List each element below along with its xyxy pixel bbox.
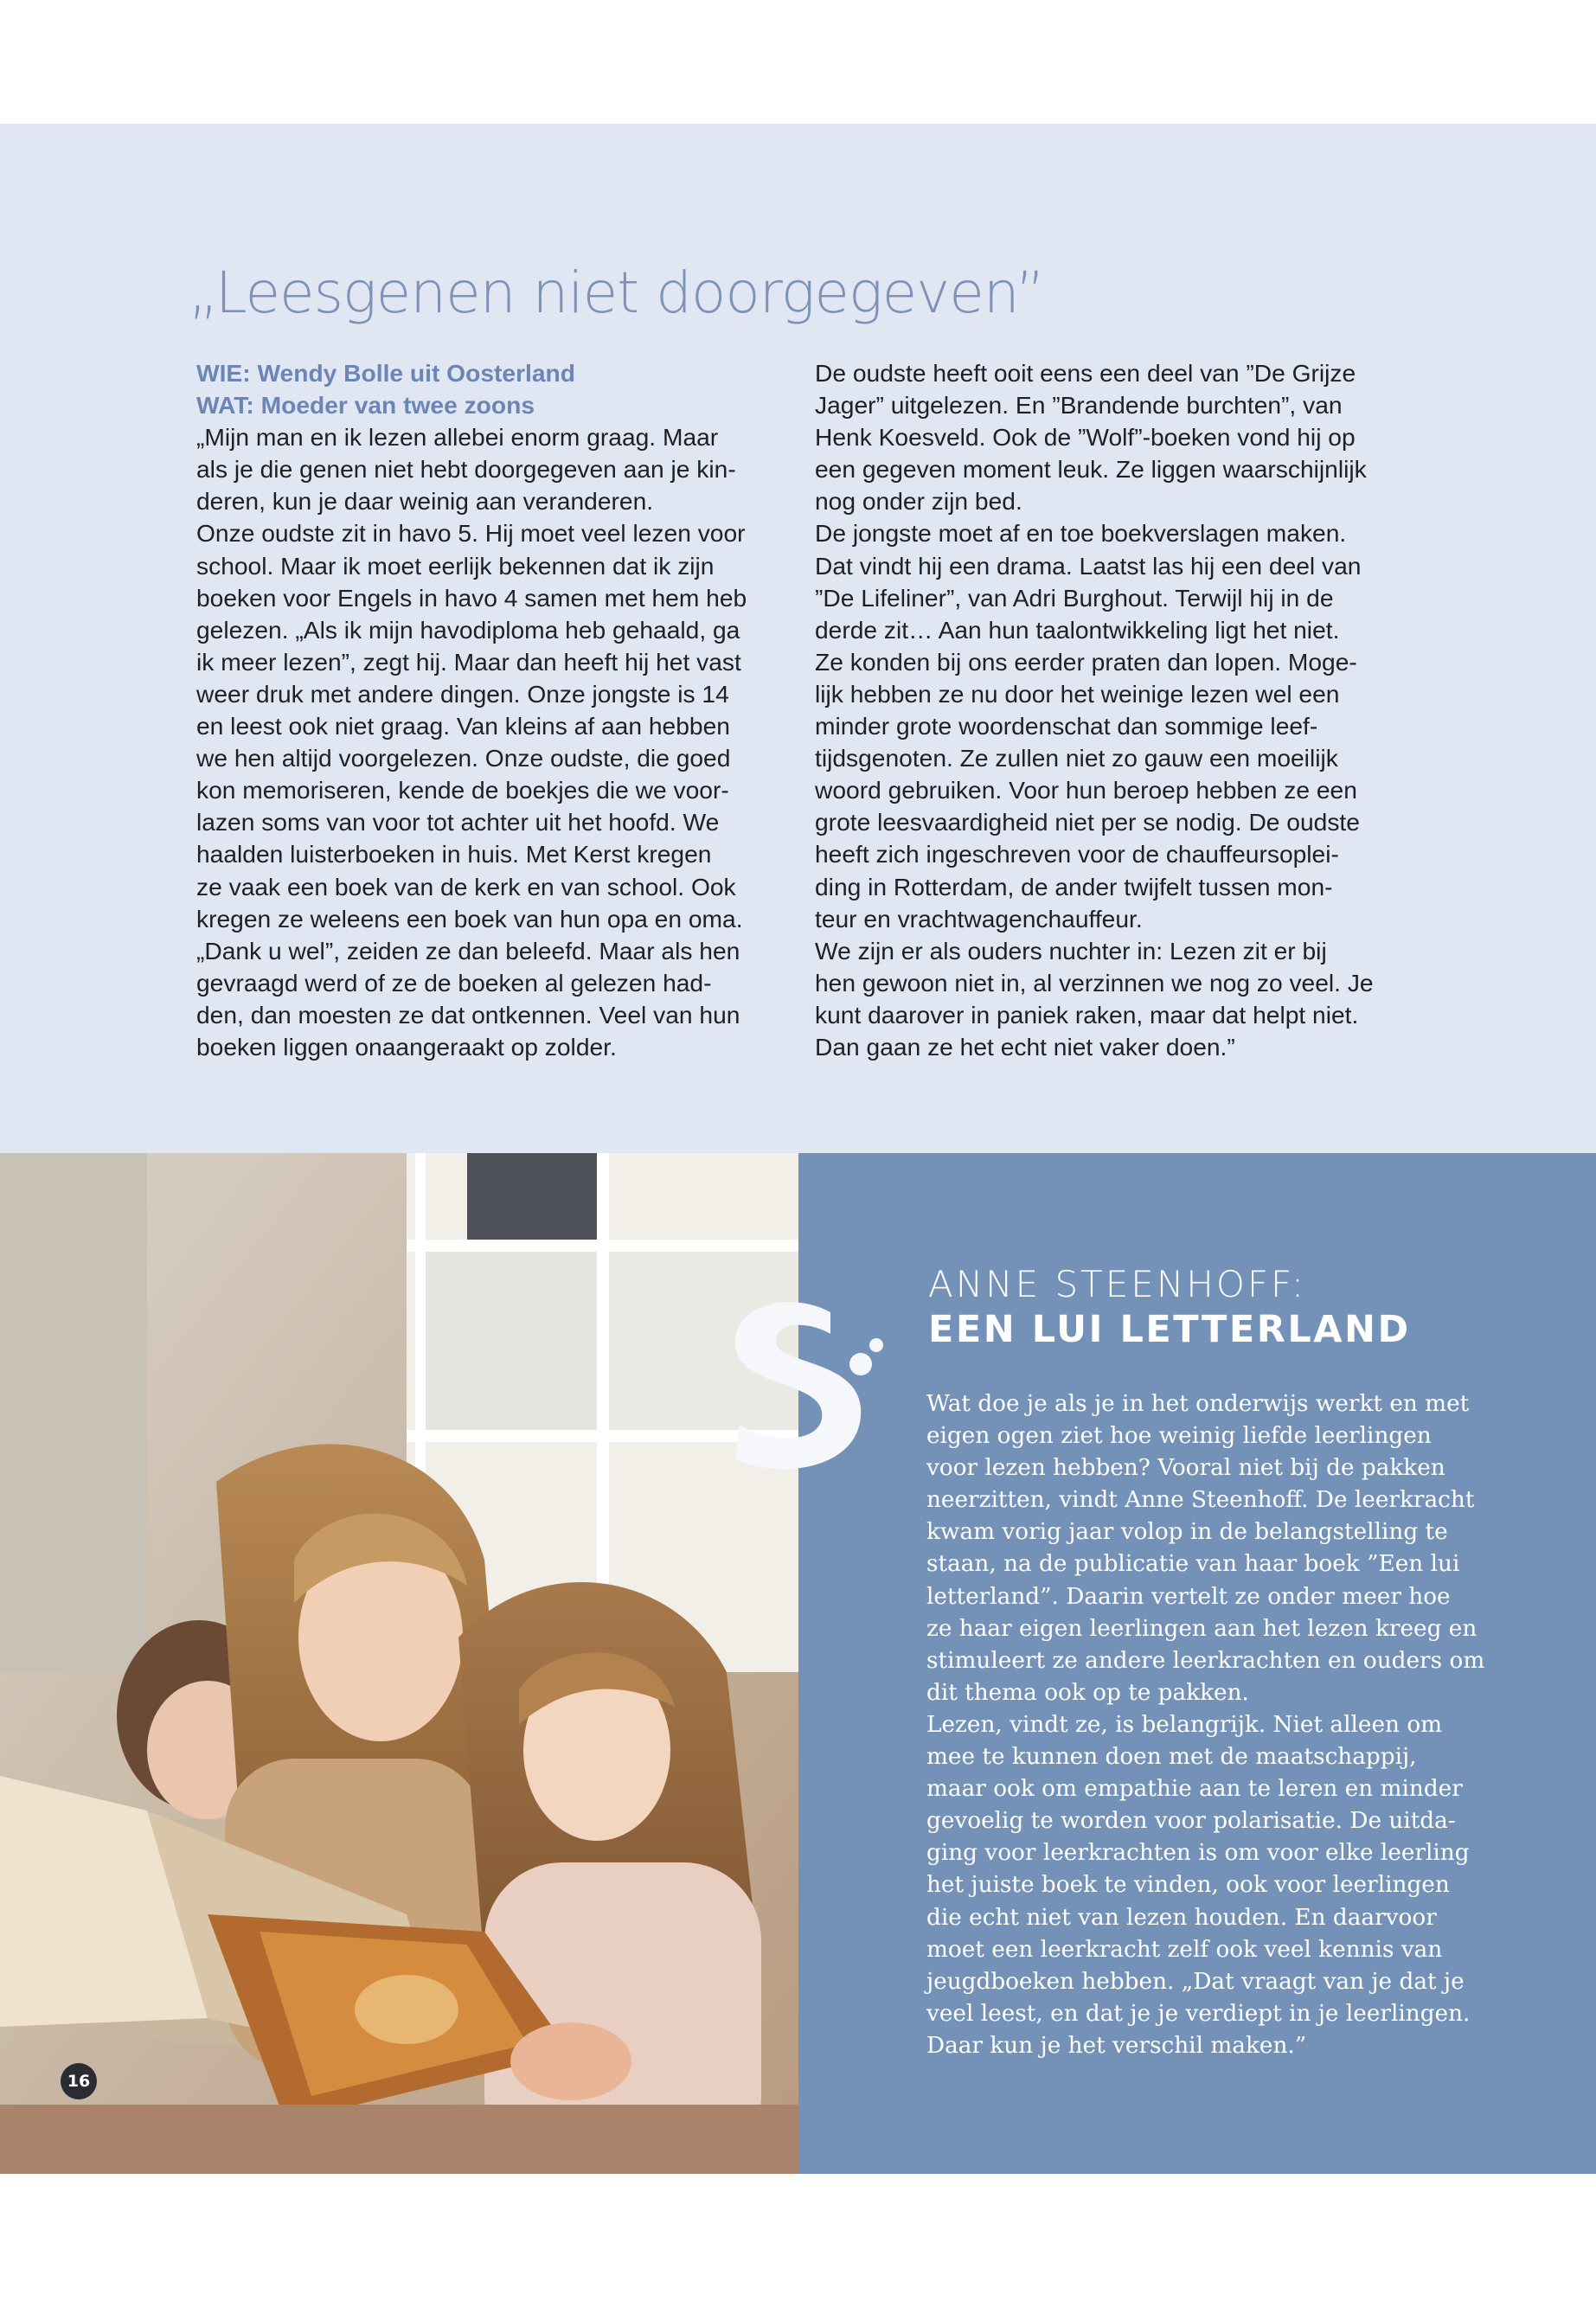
- body-line: Dan gaan ze het echt niet vaker doen.”: [815, 1032, 1235, 1061]
- body-line: kregen ze weleens een boek van hun opa en oma.: [196, 904, 743, 933]
- sidebar-line: stimuleert ze andere leerkrachten en ouders om: [926, 1647, 1485, 1674]
- photo-children-reading: [0, 1153, 798, 2174]
- sidebar-title: EEN LUI LETTERLAND: [928, 1308, 1411, 1351]
- body-line: Onze oudste zit in havo 5. Hij moet veel lezen voor: [196, 519, 746, 548]
- body-line: grote leesvaardigheid niet per se nodig. De oudste: [815, 808, 1360, 836]
- body-line: We zijn er als ouders nuchter in: Lezen zit er bij: [815, 936, 1327, 965]
- sidebar-line: Lezen, vindt ze, is belangrijk. Niet alleen om: [926, 1711, 1443, 1738]
- body-line: deren, kun je daar weinig aan veranderen.: [196, 487, 654, 516]
- article-column-left: [196, 357, 785, 1063]
- sidebar-line: gevoelig te worden voor polarisatie. De uitda-: [926, 1808, 1456, 1835]
- body-line: school. Maar ik moet eerlijk bekennen dat ik zijn: [196, 551, 715, 580]
- sidebar-line: ging voor leerkrachten is om voor elke leerling: [926, 1840, 1470, 1867]
- body-line: „Mijn man en ik lezen allebei enorm graag. Maar: [196, 423, 719, 452]
- body-line: Ze konden bij ons eerder praten dan lopen. Moge-: [815, 647, 1357, 676]
- sidebar-line: mee te kunnen doen met de maatschappij,: [926, 1744, 1417, 1771]
- body-line: „Dank u wel”, zeiden ze dan beleefd. Maar als hen: [196, 936, 740, 965]
- body-line: Henk Koesveld. Ook de ”Wolf”-boeken vond hij op: [815, 423, 1356, 452]
- sidebar-body: [926, 1388, 1506, 2062]
- body-line: boeken liggen onaangeraakt op zolder.: [196, 1032, 617, 1061]
- body-line: derde zit… Aan hun taalontwikkeling ligt het niet.: [815, 615, 1340, 644]
- sidebar-line: dit thema ook op te pakken.: [926, 1679, 1249, 1706]
- sidebar-line: eigen ogen ziet hoe weinig liefde leerlingen: [926, 1423, 1432, 1450]
- body-line: kon memoriseren, kende de boekjes die we voor-: [196, 776, 729, 804]
- sidebar-line: het juiste boek te vinden, ook voor leerlingen: [926, 1872, 1450, 1899]
- body-line: lijk hebben ze nu door het weinige lezen wel een: [815, 679, 1340, 708]
- article-title: „Leesgenen niet doorgegeven”: [189, 260, 1045, 326]
- body-line: hen gewoon niet in, al verzinnen we nog zo veel. Je: [815, 968, 1374, 997]
- body-line: lazen soms van voor tot achter uit het hoofd. We: [196, 808, 720, 836]
- body-line: en leest ook niet graag. Van kleins af aan hebben: [196, 712, 730, 740]
- body-line: weer druk met andere dingen. Onze jongste is 14: [196, 679, 729, 708]
- photo-illustration: [0, 1153, 798, 2174]
- body-line: De jongste moet af en toe boekverslagen maken.: [815, 519, 1347, 548]
- sidebar-line: ze haar eigen leerlingen aan het lezen kreeg en: [926, 1615, 1477, 1642]
- body-line: den, dan moesten ze dat ontkennen. Veel van hun: [196, 1000, 740, 1029]
- body-line: nog onder zijn bed.: [815, 487, 1022, 516]
- meta-who: WIE: Wendy Bolle uit Oosterland: [196, 359, 575, 387]
- body-line: De oudste heeft ooit eens een deel van ”De Grijze: [815, 359, 1356, 387]
- sidebar-line: die echt niet van lezen houden. En daarvoor: [926, 1904, 1437, 1931]
- body-line: minder grote woordenschat dan sommige leef-: [815, 712, 1318, 740]
- body-line: Jager” uitgelezen. En ”Brandende burchten”, van: [815, 391, 1343, 420]
- body-line: gelezen. „Als ik mijn havodiploma heb gehaald, ga: [196, 615, 740, 644]
- sidebar-line: moet een leerkracht zelf ook veel kennis van: [926, 1936, 1443, 1963]
- body-line: ding in Rotterdam, de ander twijfelt tussen mon-: [815, 872, 1333, 901]
- page-number: 16: [61, 2063, 97, 2099]
- body-line: haalden luisterboeken in huis. Met Kerst kregen: [196, 840, 712, 868]
- body-line: woord gebruiken. Voor hun beroep hebben ze een: [815, 776, 1357, 804]
- sidebar-line: neerzitten, vindt Anne Steenhoff. De leerkracht: [926, 1487, 1475, 1514]
- body-line: heeft zich ingeschreven voor de chauffeursoplei-: [815, 840, 1339, 868]
- body-line: Dat vindt hij een drama. Laatst las hij een deel van: [815, 551, 1362, 580]
- body-line: ik meer lezen”, zegt hij. Maar dan heeft hij het vast: [196, 647, 741, 676]
- sidebar-line: veel leest, en dat je je verdiept in je leerlingen.: [926, 2000, 1471, 2027]
- body-line: ”De Lifeliner”, van Adri Burghout. Terwijl hij in de: [815, 583, 1334, 612]
- left-body: [196, 421, 785, 1063]
- body-line: tijdsgenoten. Ze zullen niet zo gauw een moeilijk: [815, 744, 1338, 772]
- s-logo-icon: [722, 1295, 887, 1477]
- sidebar-line: kwam vorig jaar volop in de belangstelling te: [926, 1519, 1448, 1546]
- sidebar-line: jeugdboeken hebben. „Dat vraagt van je dat je: [926, 1968, 1465, 1995]
- body-line: gevraagd werd of ze de boeken al gelezen had-: [196, 968, 712, 997]
- body-line: teur en vrachtwagenchauffeur.: [815, 904, 1143, 933]
- sidebar-kicker: ANNE STEENHOFF:: [928, 1263, 1307, 1305]
- body-line: kunt daarover in paniek raken, maar dat helpt niet.: [815, 1000, 1359, 1029]
- meta-what: WAT: Moeder van twee zoons: [196, 391, 535, 420]
- sidebar-line: Wat doe je als je in het onderwijs werkt en met: [926, 1391, 1470, 1417]
- body-line: ze vaak een boek van de kerk en van school. Ook: [196, 872, 736, 901]
- sidebar-line: letterland”. Daarin vertelt ze onder meer hoe: [926, 1583, 1451, 1610]
- sidebar-line: maar ook om empathie aan te leren en minder: [926, 1776, 1463, 1803]
- sidebar-line: Daar kun je het verschil maken.”: [926, 2032, 1307, 2059]
- body-line: als je die genen niet hebt doorgegeven aan je kin-: [196, 455, 736, 484]
- sidebar-line: voor lezen hebben? Vooral niet bij de pakken: [926, 1455, 1445, 1482]
- body-line: we hen altijd voorgelezen. Onze oudste, die goed: [196, 744, 731, 772]
- article-column-right: [815, 357, 1403, 1063]
- body-line: een gegeven moment leuk. Ze liggen waarschijnlijk: [815, 455, 1367, 484]
- sidebar-line: staan, na de publicatie van haar boek ”Een lui: [926, 1551, 1460, 1578]
- right-body: [815, 357, 1403, 1063]
- body-line: boeken voor Engels in havo 4 samen met hem heb: [196, 583, 747, 612]
